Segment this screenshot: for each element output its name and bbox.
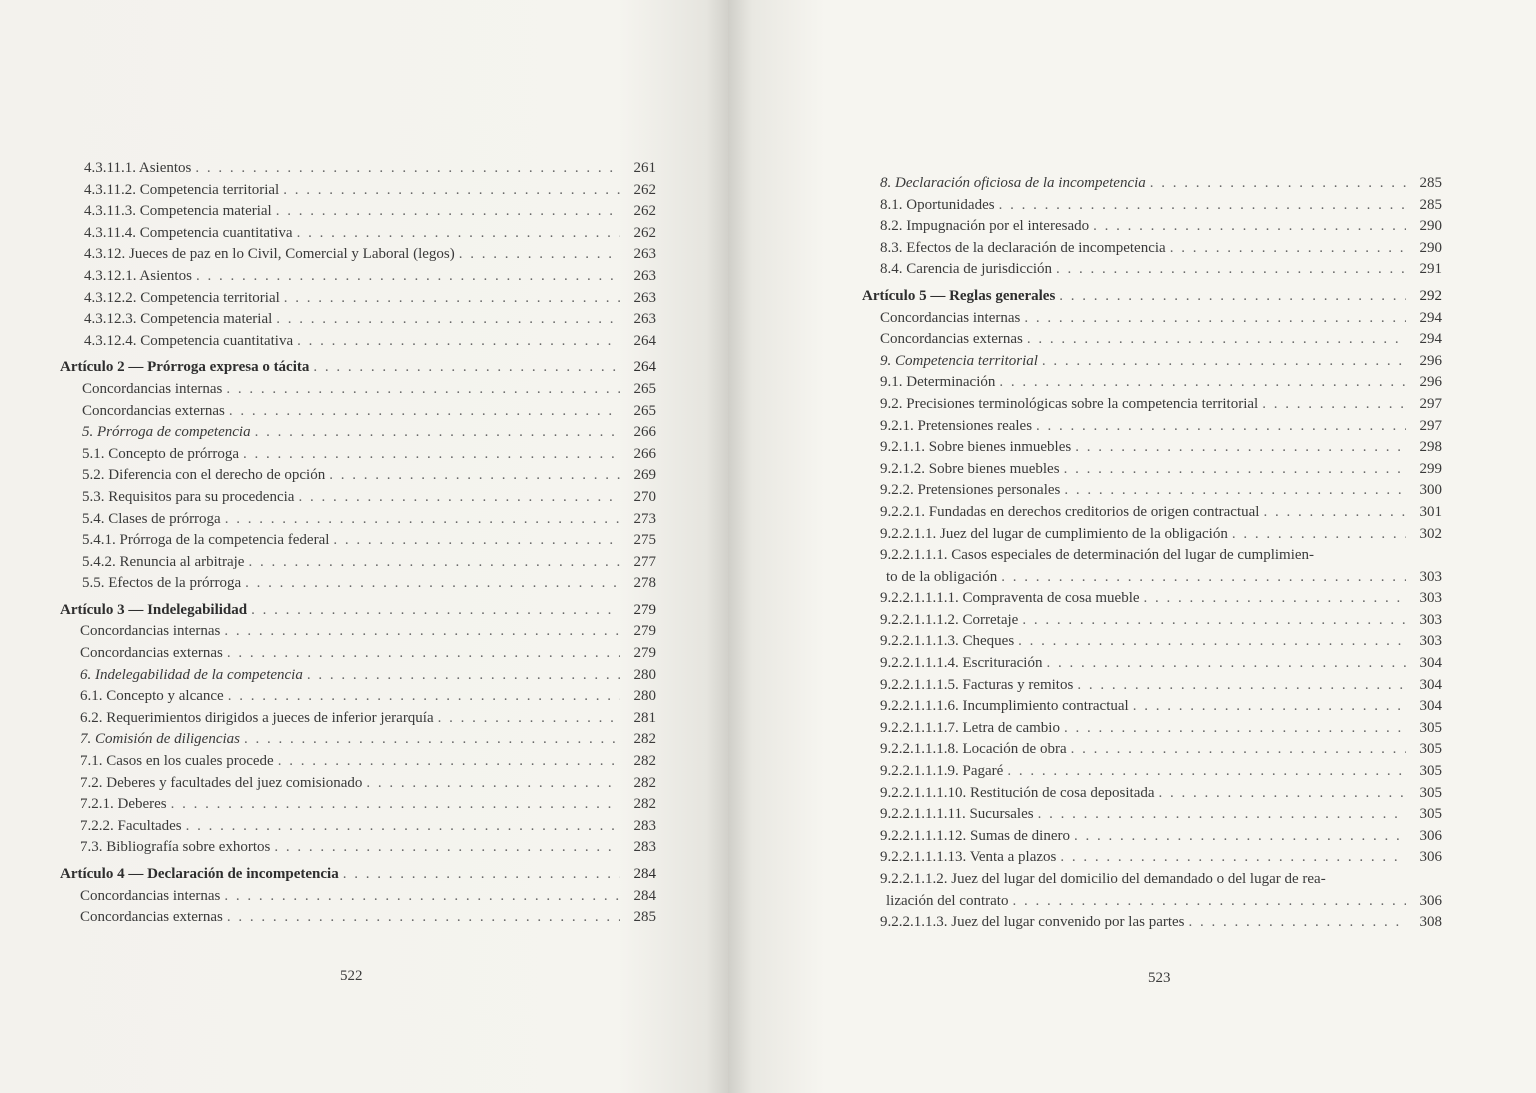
dot-leader <box>1059 286 1406 308</box>
toc-entry-page: 303 <box>1419 568 1442 585</box>
toc-entry-page: 306 <box>1419 849 1442 866</box>
dot-leader <box>1189 912 1406 934</box>
toc-entry-page: 282 <box>633 774 656 791</box>
toc-entry <box>862 696 1442 718</box>
toc-entry <box>60 708 656 730</box>
toc-entry-page: 263 <box>633 289 656 306</box>
toc-entry <box>862 480 1442 502</box>
toc-entry <box>862 502 1442 524</box>
toc-entry-page: 290 <box>1419 218 1442 235</box>
left-toc <box>60 158 656 929</box>
toc-entry-title: 4.3.11.3. Competencia material <box>84 203 272 220</box>
toc-entry-page: 303 <box>1419 633 1442 650</box>
toc-entry-page: 261 <box>633 160 656 176</box>
toc-entry-page: 265 <box>633 402 656 419</box>
toc-entry <box>60 244 656 266</box>
toc-entry <box>862 195 1442 217</box>
toc-entry <box>862 567 1442 589</box>
dot-leader <box>1071 739 1406 761</box>
toc-entry-page: 305 <box>1419 806 1442 823</box>
toc-entry-title: 8. Declaración oficiosa de la incompetencia <box>880 175 1146 191</box>
toc-entry-title: 4.3.11.4. Competencia cuantitativa <box>84 224 293 241</box>
dot-leader <box>276 201 620 223</box>
toc-entry-page: 284 <box>633 887 656 904</box>
dot-leader <box>1064 459 1406 481</box>
toc-entry-page: 280 <box>633 688 656 705</box>
dot-leader <box>1263 502 1406 524</box>
toc-entry-title: 9.2.2.1.1.3. Juez del lugar convenido por las partes <box>880 914 1185 931</box>
toc-article-heading <box>862 286 1442 308</box>
toc-entry-page: 304 <box>1419 698 1442 715</box>
dot-leader <box>297 331 620 353</box>
toc-entry-page: 294 <box>1419 331 1442 348</box>
toc-entry <box>862 459 1442 481</box>
dot-leader <box>1018 631 1406 653</box>
toc-entry <box>60 643 656 665</box>
toc-entry-title: 4.3.11.2. Competencia territorial <box>84 181 280 198</box>
toc-article-heading <box>60 357 656 379</box>
toc-entry <box>60 729 656 751</box>
toc-entry-title: 4.3.12.1. Asientos <box>84 267 192 284</box>
toc-entry <box>60 686 656 708</box>
toc-entry <box>60 751 656 773</box>
toc-entry-title: 9.2.2. Pretensiones personales <box>880 482 1061 499</box>
toc-entry-page: 277 <box>633 553 656 570</box>
dot-leader <box>333 530 620 552</box>
toc-entry-page: 283 <box>633 817 656 834</box>
toc-entry-page: 299 <box>1419 460 1442 477</box>
toc-entry-title: 9.2.2.1.1.1.12. Sumas de dinero <box>880 827 1070 844</box>
toc-entry <box>862 372 1442 394</box>
toc-entry-page: 298 <box>1419 439 1442 456</box>
dot-leader <box>171 794 620 816</box>
toc-entry-title: 9. Competencia territorial <box>880 352 1038 369</box>
toc-entry-title: 9.2.2.1.1.1.8. Locación de obra <box>880 741 1067 758</box>
toc-entry-title: 9.1. Determinación <box>880 374 996 391</box>
dot-leader <box>244 729 620 751</box>
toc-entry-page: 282 <box>633 731 656 748</box>
toc-entry-page: 266 <box>633 424 656 441</box>
toc-entry-page: 303 <box>1419 611 1442 628</box>
dot-leader <box>1024 308 1406 330</box>
toc-entry-page: 280 <box>633 666 656 683</box>
toc-entry-page: 262 <box>633 224 656 241</box>
toc-entry <box>862 238 1442 260</box>
toc-entry <box>862 588 1442 610</box>
dot-leader <box>195 158 620 180</box>
dot-leader <box>1133 696 1406 718</box>
toc-entry-page: 264 <box>633 332 656 349</box>
toc-entry-title: 9.2.2.1.1.1.3. Cheques <box>880 633 1015 650</box>
dot-leader <box>196 266 620 288</box>
dot-leader <box>1075 437 1406 459</box>
toc-entry-title: Concordancias externas <box>80 645 223 662</box>
toc-entry-page: 264 <box>633 359 656 376</box>
toc-entry-page: 296 <box>1419 352 1442 369</box>
toc-entry-title: Concordancias externas <box>82 402 225 419</box>
toc-entry-title: 9.2.2.1.1.1.2. Corretaje <box>880 611 1019 628</box>
toc-entry-page: 304 <box>1419 655 1442 672</box>
dot-leader <box>438 708 620 730</box>
toc-entry-title: 9.2.2.1.1.1.10. Restitución de cosa depositada <box>880 784 1155 801</box>
dot-leader <box>227 907 620 929</box>
toc-entry <box>862 739 1442 761</box>
toc-entry-title: 9.2. Precisiones terminológicas sobre la competencia territorial <box>880 395 1259 412</box>
toc-entry-page: 291 <box>1419 261 1442 278</box>
dot-leader <box>243 444 620 466</box>
toc-entry-page: 275 <box>633 532 656 549</box>
toc-entry-title: lización del contrato <box>886 892 1009 909</box>
toc-entry-page: 308 <box>1419 914 1442 931</box>
toc-entry-title: 9.2.2.1.1.1.9. Pagaré <box>880 763 1004 780</box>
toc-entry-title: 5. Prórroga de competencia <box>82 424 251 441</box>
toc-entry <box>862 783 1442 805</box>
toc-entry-title: 9.2.2.1.1. Juez del lugar de cumplimiento de la obligación <box>880 525 1228 542</box>
toc-entry <box>60 487 656 509</box>
toc-entry-page: 284 <box>633 866 656 882</box>
dot-leader <box>459 244 620 266</box>
toc-entry <box>60 201 656 223</box>
toc-entry-title: 7. Comisión de diligencias <box>80 731 240 748</box>
toc-entry-title: 5.4. Clases de prórroga <box>82 510 221 527</box>
toc-entry <box>60 816 656 838</box>
toc-entry-page: 305 <box>1419 763 1442 780</box>
dot-leader <box>1060 847 1406 869</box>
dot-leader <box>1056 259 1406 281</box>
toc-entry <box>60 309 656 331</box>
toc-entry-title: 4.3.12.2. Competencia territorial <box>84 289 280 306</box>
dot-leader <box>297 223 620 245</box>
toc-entry <box>862 524 1442 546</box>
toc-entry <box>862 394 1442 416</box>
dot-leader <box>1012 891 1406 913</box>
toc-entry <box>60 552 656 574</box>
toc-entry <box>60 465 656 487</box>
toc-entry <box>862 437 1442 459</box>
toc-entry-title: 5.5. Efectos de la prórroga <box>82 575 242 592</box>
toc-entry-title: 7.2.1. Deberes <box>80 796 167 813</box>
toc-entry-title: 4.3.12.3. Competencia material <box>84 311 273 328</box>
dot-leader <box>1064 480 1406 502</box>
dot-leader <box>186 816 620 838</box>
toc-entry-title: 9.2.1. Pretensiones reales <box>880 417 1033 434</box>
toc-entry-title: 9.2.2.1.1.1. Casos especiales de determinación del lugar de cumplimien- <box>880 547 1315 564</box>
toc-entry-title: 5.1. Concepto de prórroga <box>82 445 240 462</box>
toc-entry <box>60 509 656 531</box>
toc-entry-title: 4.3.12.4. Competencia cuantitativa <box>84 332 294 349</box>
toc-entry-title: 8.3. Efectos de la declaración de incompetencia <box>880 239 1166 256</box>
dot-leader <box>276 309 620 331</box>
toc-entry-page: 283 <box>633 839 656 856</box>
toc-entry <box>60 837 656 859</box>
toc-entry <box>862 216 1442 238</box>
toc-entry <box>862 308 1442 330</box>
toc-entry-title: 7.3. Bibliografía sobre exhortos <box>80 839 271 856</box>
toc-entry-page: 297 <box>1419 395 1442 412</box>
toc-entry-title: 7.2. Deberes y facultades del juez comisionado <box>80 774 363 791</box>
toc-entry-page: 282 <box>633 753 656 770</box>
toc-entry-title: 5.2. Diferencia con el derecho de opción <box>82 467 326 484</box>
toc-entry <box>862 718 1442 740</box>
toc-entry-page: 265 <box>633 380 656 397</box>
toc-entry-page: 285 <box>633 909 656 926</box>
dot-leader <box>999 372 1406 394</box>
toc-article-heading <box>60 864 656 886</box>
right-page <box>728 0 1536 1093</box>
page-number-right: 523 <box>1148 970 1171 986</box>
dot-leader <box>227 643 620 665</box>
toc-entry <box>862 631 1442 653</box>
dot-leader <box>1007 761 1406 783</box>
dot-leader <box>284 288 620 310</box>
toc-entry <box>862 891 1442 913</box>
dot-leader <box>329 465 620 487</box>
dot-leader <box>229 401 620 423</box>
toc-entry-title: Artículo 4 — Declaración de incompetencia <box>60 866 339 882</box>
toc-entry-page: 302 <box>1419 525 1442 542</box>
toc-entry-title: Concordancias externas <box>80 909 223 926</box>
toc-entry-page: 290 <box>1419 239 1442 256</box>
toc-entry <box>60 444 656 466</box>
toc-entry-page: 279 <box>633 601 656 618</box>
dot-leader <box>224 886 620 908</box>
toc-entry-title: 4.3.12. Jueces de paz en lo Civil, Comercial y Laboral (legos) <box>84 246 455 263</box>
toc-entry <box>862 259 1442 281</box>
dot-leader <box>366 773 620 795</box>
toc-entry-page: 297 <box>1419 417 1442 434</box>
toc-entry-title: Concordancias internas <box>82 380 223 397</box>
toc-entry-page: 263 <box>633 246 656 263</box>
toc-entry <box>862 173 1442 195</box>
toc-entry-title: 9.2.2.1.1.2. Juez del lugar del domicilio del demandado o del lugar de rea- <box>880 871 1326 887</box>
dot-leader <box>298 487 620 509</box>
toc-entry-page: 285 <box>1419 196 1442 213</box>
toc-entry-page: 263 <box>633 311 656 328</box>
toc-entry <box>60 573 656 595</box>
dot-leader <box>1027 329 1406 351</box>
toc-entry <box>60 907 656 929</box>
toc-entry-title: Concordancias internas <box>80 623 221 640</box>
toc-article-heading <box>60 600 656 622</box>
toc-entry-title: 5.4.2. Renuncia al arbitraje <box>82 553 245 570</box>
toc-entry-title: 9.2.2.1.1.1.11. Sucursales <box>880 806 1034 823</box>
toc-entry-page: 266 <box>633 445 656 462</box>
toc-entry-title: 7.2.2. Facultades <box>80 817 182 834</box>
toc-entry <box>862 761 1442 783</box>
toc-entry <box>60 665 656 687</box>
dot-leader <box>313 357 620 379</box>
toc-entry-title: 9.2.1.2. Sobre bienes muebles <box>880 460 1060 477</box>
toc-entry-title: Artículo 2 — Prórroga expresa o tácita <box>60 359 310 376</box>
dot-leader <box>1038 804 1406 826</box>
toc-entry-page: 301 <box>1419 503 1442 520</box>
toc-entry-title: 6.2. Requerimientos dirigidos a jueces de inferior jerarquía <box>80 709 434 726</box>
toc-entry <box>60 158 656 180</box>
dot-leader <box>1001 567 1406 589</box>
toc-entry <box>862 610 1442 632</box>
dot-leader <box>1074 826 1406 848</box>
toc-entry-page: 263 <box>633 267 656 284</box>
toc-entry-page: 282 <box>633 796 656 813</box>
toc-entry <box>862 869 1442 891</box>
dot-leader <box>228 686 620 708</box>
toc-entry-page: 303 <box>1419 590 1442 607</box>
toc-entry <box>862 416 1442 438</box>
dot-leader <box>1144 588 1406 610</box>
toc-entry-page: 285 <box>1419 175 1442 191</box>
toc-entry <box>862 847 1442 869</box>
dot-leader <box>1150 173 1406 195</box>
toc-entry <box>60 773 656 795</box>
toc-entry-page: 281 <box>633 709 656 726</box>
dot-leader <box>251 600 620 622</box>
toc-entry-title: 7.1. Casos en los cuales procede <box>80 753 274 770</box>
dot-leader <box>1262 394 1406 416</box>
dot-leader <box>248 552 620 574</box>
toc-entry <box>862 804 1442 826</box>
toc-entry <box>862 329 1442 351</box>
dot-leader <box>255 422 620 444</box>
dot-leader <box>274 837 620 859</box>
right-toc <box>862 173 1442 934</box>
toc-entry <box>862 675 1442 697</box>
toc-entry-page: 305 <box>1419 784 1442 801</box>
toc-entry-title: 8.2. Impugnación por el interesado <box>880 218 1090 235</box>
toc-entry-page: 279 <box>633 645 656 662</box>
toc-entry <box>60 223 656 245</box>
dot-leader <box>278 751 620 773</box>
dot-leader <box>1077 675 1406 697</box>
dot-leader <box>1036 416 1406 438</box>
dot-leader <box>1159 783 1406 805</box>
toc-entry-title: 9.2.2.1.1.1.13. Venta a plazos <box>880 849 1057 866</box>
toc-entry-page: 262 <box>633 203 656 220</box>
dot-leader <box>343 864 620 886</box>
toc-entry <box>862 826 1442 848</box>
toc-entry-page: 262 <box>633 181 656 198</box>
toc-entry <box>60 621 656 643</box>
toc-entry-title: 5.3. Requisitos para su procedencia <box>82 488 295 505</box>
toc-entry-page: 306 <box>1419 827 1442 844</box>
toc-entry <box>862 912 1442 934</box>
toc-entry-page: 292 <box>1419 287 1442 304</box>
toc-entry-title: 5.4.1. Prórroga de la competencia federal <box>82 532 330 549</box>
dot-leader <box>1046 653 1406 675</box>
dot-leader <box>999 195 1406 217</box>
toc-entry-title: 9.2.2.1. Fundadas en derechos creditorios de origen contractual <box>880 503 1260 520</box>
toc-entry-page: 306 <box>1419 892 1442 909</box>
toc-entry-title: Concordancias externas <box>880 331 1023 348</box>
toc-entry-page: 273 <box>633 510 656 527</box>
toc-entry <box>862 351 1442 373</box>
toc-entry-title: to de la obligación <box>886 568 998 585</box>
left-page <box>0 0 728 1093</box>
toc-entry <box>60 180 656 202</box>
dot-leader <box>226 379 620 401</box>
toc-entry-page: 304 <box>1419 676 1442 693</box>
toc-entry <box>60 530 656 552</box>
dot-leader <box>245 573 620 595</box>
toc-entry-title: Artículo 3 — Indelegabilidad <box>60 601 248 618</box>
toc-entry-title: 4.3.11.1. Asientos <box>84 160 192 176</box>
dot-leader <box>1170 238 1406 260</box>
toc-entry-page: 305 <box>1419 741 1442 758</box>
toc-entry-page: 279 <box>633 623 656 640</box>
toc-entry <box>60 401 656 423</box>
toc-entry <box>60 422 656 444</box>
toc-entry <box>862 653 1442 675</box>
toc-entry-title: Concordancias internas <box>80 887 221 904</box>
toc-entry-title: 8.4. Carencia de jurisdicción <box>880 261 1053 278</box>
toc-entry-title: Concordancias internas <box>880 309 1021 326</box>
dot-leader <box>283 180 620 202</box>
toc-entry <box>60 331 656 353</box>
toc-entry-title: 9.2.2.1.1.1.7. Letra de cambio <box>880 719 1060 736</box>
toc-entry-title: 9.2.2.1.1.1.4. Escrituración <box>880 655 1043 672</box>
dot-leader <box>1022 610 1406 632</box>
page-number-left: 522 <box>340 968 363 984</box>
toc-entry-title: 6.1. Concepto y alcance <box>80 688 224 705</box>
toc-entry <box>862 545 1442 567</box>
toc-entry-title: 9.2.2.1.1.1.5. Facturas y remitos <box>880 676 1074 693</box>
toc-entry <box>60 886 656 908</box>
toc-entry-title: 8.1. Oportunidades <box>880 196 995 213</box>
dot-leader <box>307 665 620 687</box>
toc-entry-page: 278 <box>633 575 656 592</box>
dot-leader <box>224 621 620 643</box>
dot-leader <box>1232 524 1406 546</box>
toc-entry-page: 296 <box>1419 374 1442 391</box>
toc-entry-page: 270 <box>633 488 656 505</box>
toc-entry-page: 294 <box>1419 309 1442 326</box>
toc-entry-page: 269 <box>633 467 656 484</box>
toc-entry-title: 9.2.1.1. Sobre bienes inmuebles <box>880 439 1072 456</box>
toc-entry-title: 9.2.2.1.1.1.1. Compraventa de cosa mueble <box>880 590 1140 607</box>
dot-leader <box>1042 351 1406 373</box>
toc-entry-title: Artículo 5 — Reglas generales <box>862 287 1056 304</box>
toc-entry-page: 305 <box>1419 719 1442 736</box>
dot-leader <box>1093 216 1406 238</box>
toc-entry <box>60 288 656 310</box>
toc-entry-title: 9.2.2.1.1.1.6. Incumplimiento contractual <box>880 698 1129 715</box>
toc-entry <box>60 794 656 816</box>
dot-leader <box>225 509 620 531</box>
toc-entry <box>60 266 656 288</box>
toc-entry <box>60 379 656 401</box>
toc-entry-page: 300 <box>1419 482 1442 499</box>
dot-leader <box>1064 718 1406 740</box>
toc-entry-title: 6. Indelegabilidad de la competencia <box>80 666 303 683</box>
